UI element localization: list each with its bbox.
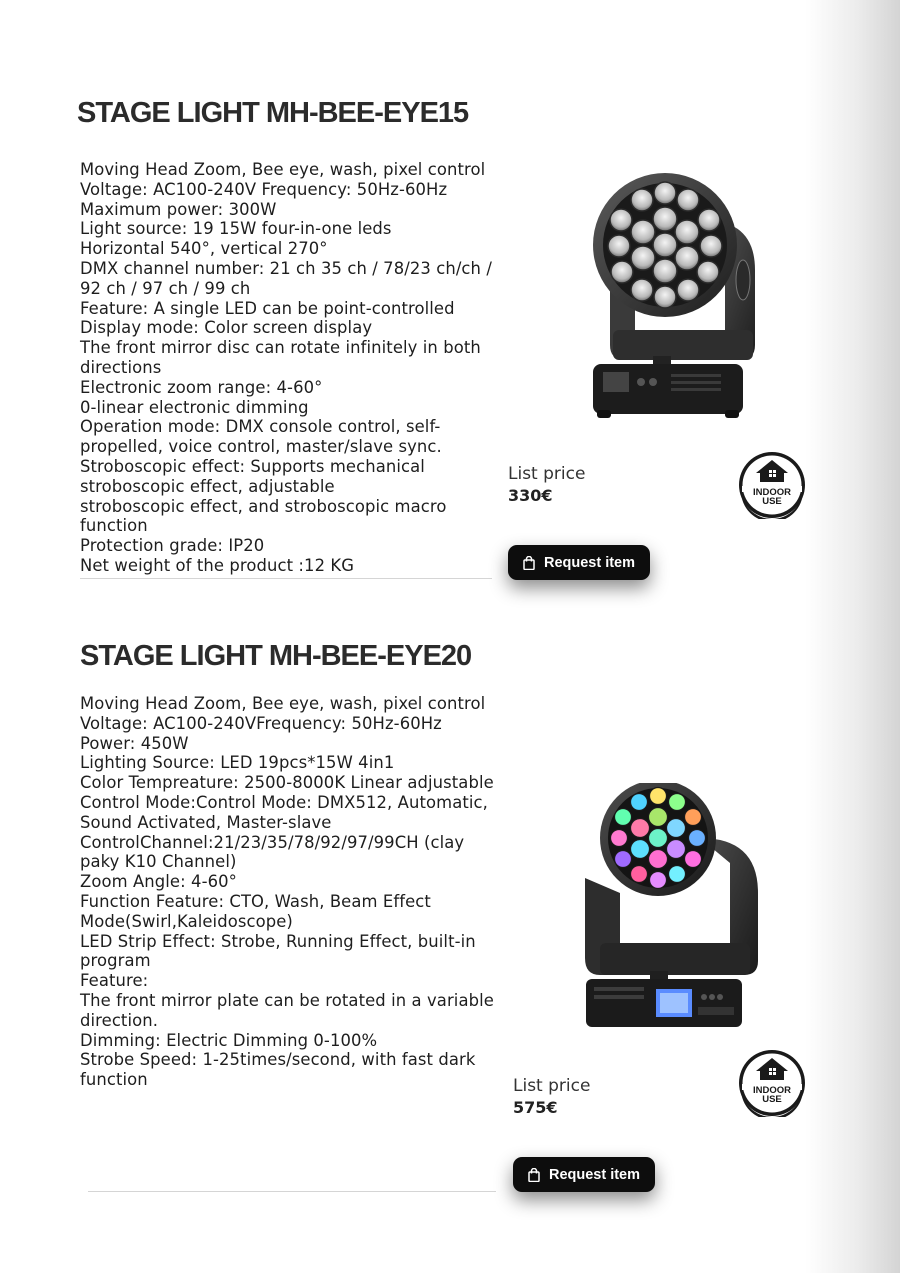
spec-item: 0-linear electronic dimming: [80, 397, 309, 417]
spec-item: ControlChannel:21/23/35/78/92/97/99CH (clay paky K10 Channel): [80, 832, 465, 872]
spec-item: Color Tempreature: 2500-8000K Linear adjustable: [80, 773, 494, 793]
spec-item: Electronic zoom range: 4-60°: [80, 377, 323, 397]
spec-item: Voltage: AC100-240V Frequency: 50Hz-60Hz: [80, 179, 448, 199]
shopping-bag-icon: [528, 1168, 540, 1182]
spec-item: stroboscopic effect, and stroboscopic macro function: [80, 496, 447, 536]
button-label: Request item: [543, 554, 636, 571]
price-label: List price: [508, 464, 586, 484]
badge-text: INDOOR: [753, 487, 791, 498]
request-item-button[interactable]: [513, 1157, 655, 1192]
spec-item: Net weight of the product :12 KG: [80, 555, 355, 575]
spec-item: Control Mode:Control Mode: DMX512, Automatic, Sound Activated, Master-slave: [80, 792, 488, 832]
spec-item: Power: 450W: [80, 733, 189, 753]
spec-list: [80, 160, 500, 576]
shopping-bag-icon: [523, 556, 535, 570]
price-value: 330€: [508, 486, 553, 505]
spec-item: Zoom Angle: 4-60°: [80, 872, 237, 892]
spec-item: Moving Head Zoom, Bee eye, wash, pixel control: [80, 160, 486, 179]
indoor-use-badge: [738, 451, 806, 519]
section-divider: [80, 578, 492, 579]
spec-item: Feature: A single LED can be point-controlled: [80, 298, 455, 318]
spec-item: Display mode: Color screen display: [80, 318, 373, 338]
badge-text: USE: [762, 1094, 782, 1105]
spec-item: Moving Head Zoom, Bee eye, wash, pixel control: [80, 694, 486, 713]
badge-text: USE: [762, 496, 782, 507]
spec-item: LED Strip Effect: Strobe, Running Effect, built-in program: [80, 931, 476, 971]
spec-item: DMX channel number: 21 ch 35 ch / 78/23 ch/ch / 92 ch / 97 ch / 99 ch: [80, 258, 492, 298]
spec-item: Lighting Source: LED 19pcs*15W 4in1: [80, 753, 395, 773]
spec-item: Protection grade: IP20: [80, 536, 265, 556]
badge-text: INDOOR: [753, 1085, 791, 1096]
spec-list: [80, 694, 500, 1090]
spec-item: Operation mode: DMX console control, self-propelled, voice control, master/slave sync.: [80, 417, 442, 457]
spec-item: Dimming: Electric Dimming 0-100%: [80, 1030, 378, 1050]
spec-item: The front mirror plate can be rotated in a variable direction.: [80, 990, 494, 1030]
button-label: Request item: [548, 1166, 641, 1183]
price-value: 575€: [513, 1098, 558, 1117]
spec-item: The front mirror disc can rotate infinitely in both directions: [80, 338, 481, 377]
spec-item: Maximum power: 300W: [80, 199, 277, 219]
product-title: STAGE LIGHT MH-BEE-EYE20: [80, 640, 472, 672]
price-label: List price: [513, 1076, 591, 1096]
spec-item: Light source: 19 15W four-in-one leds: [80, 219, 392, 239]
spec-item: Strobe Speed: 1-25times/second, with fast dark function: [80, 1050, 476, 1090]
spec-item: Horizontal 540°, vertical 270°: [80, 239, 328, 259]
product-image: [580, 783, 770, 1033]
request-item-button[interactable]: [508, 545, 650, 580]
spec-item: Feature:: [80, 971, 149, 991]
section-divider: [88, 1191, 496, 1192]
product-image: [575, 160, 765, 425]
indoor-use-badge: [738, 1049, 806, 1117]
spec-item: Voltage: AC100-240VFrequency: 50Hz-60Hz: [80, 713, 442, 733]
spec-item: Stroboscopic effect: Supports mechanical stroboscopic effect, adjustable: [80, 456, 425, 496]
spec-item: Function Feature: CTO, Wash, Beam Effect Mode(Swirl,Kaleidoscope): [80, 891, 431, 931]
page-edge-shadow: [805, 0, 900, 1273]
product-title: STAGE LIGHT MH-BEE-EYE15: [77, 97, 469, 129]
